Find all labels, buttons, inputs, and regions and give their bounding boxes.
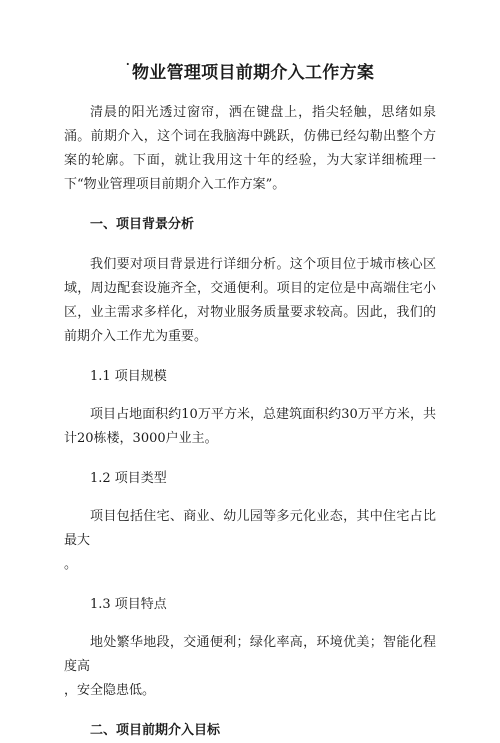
type-line-2: 。 (64, 557, 78, 572)
section-heading-background: 一、项目背景分析 (90, 217, 195, 232)
subsection-heading-features: 1.3 项目特点 (90, 597, 167, 612)
type-paragraph (64, 505, 436, 577)
intro-paragraph: 清晨的阳光透过窗帘，洒在键盘上，指尖轻触，思绪如泉涌。前期介入，这个词在我脑海中跳跃，仿佛已经勾勒出整个方案的轮廓。下面，就让我用这十年的经验，为大家详细梳理一下“物业管理项目前期介入工作方案”。 (64, 105, 436, 192)
features-paragraph (64, 631, 436, 703)
features-line-1: 地处繁华地段，交通便利；绿化率高，环境优美；智能化程度高 (64, 635, 436, 674)
type-line-1: 项目包括住宅、商业、幼儿园等多元化业态，其中住宅占比最大 (64, 509, 436, 548)
scale-paragraph: 项目占地面积约10万平方米，总建筑面积约30万平方米，共计20栋楼，3000户业主。 (64, 407, 436, 446)
features-line-2: ，安全隐患低。 (64, 683, 156, 698)
subsection-heading-type: 1.2 项目类型 (90, 471, 167, 486)
background-paragraph: 我们要对项目背景进行详细分析。这个项目位于城市核心区域，周边配套设施齐全，交通便利。项目的定位是中高端住宅小区，业主需求多样化，对物业服务质量要求较高。因此，我们的前期介入工作尤为重要。 (64, 257, 436, 344)
subsection-heading-scale: 1.1 项目规模 (90, 369, 167, 384)
title-text: 物业管理项目前期介入工作方案 (131, 63, 375, 83)
title-mark: · (125, 58, 130, 71)
section-heading-goals: 二、项目前期介入目标 (90, 723, 221, 738)
document-title (64, 58, 436, 83)
